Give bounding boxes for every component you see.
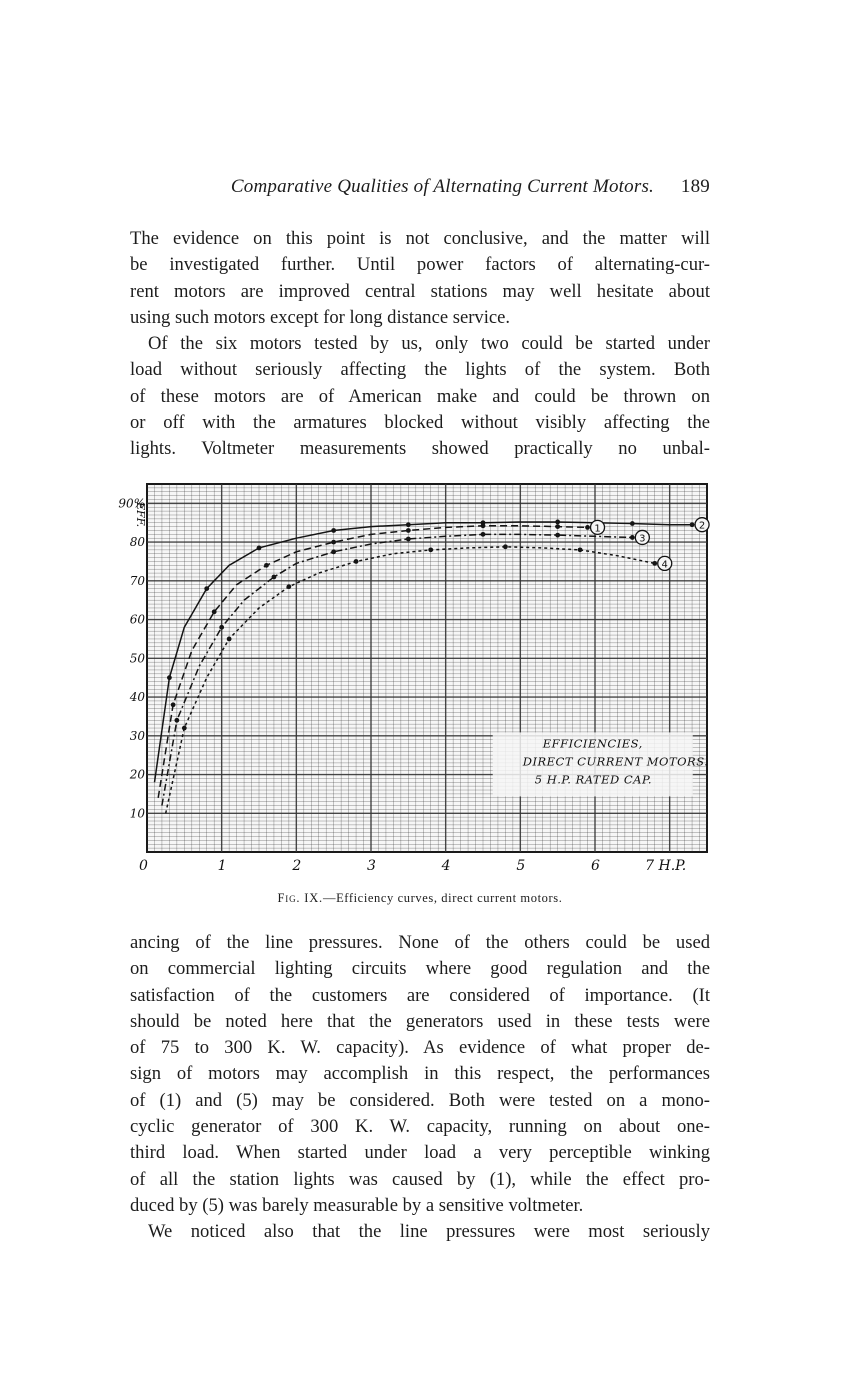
- efficiency-chart: [118, 478, 715, 878]
- text-line: of (1) and (5) may be considered. Both were tested on a mono-: [130, 1089, 710, 1111]
- text-line: The evidence on this point is not conclusive, and the matter will: [130, 228, 710, 249]
- text-line: should be noted here that the generators used in these tests were: [130, 1010, 710, 1032]
- y-tick-label: 20: [129, 767, 145, 782]
- text-line: using such motors except for long distance service.: [130, 306, 511, 328]
- data-point: [555, 524, 560, 529]
- paragraph-top: [130, 226, 710, 463]
- data-point: [555, 520, 560, 525]
- y-tick-label: 90%: [118, 496, 145, 511]
- data-point: [219, 625, 224, 630]
- data-point: [481, 532, 486, 537]
- data-point: [406, 522, 411, 527]
- data-point: [503, 544, 508, 549]
- x-tick-label: 4: [441, 858, 451, 874]
- data-point: [182, 726, 187, 731]
- text-line: rent motors are improved central stations may well hesitate about: [130, 280, 710, 302]
- efficiency-chart-figure: [118, 478, 715, 878]
- text-line: third load. When started under load a very perceptible winking: [130, 1142, 710, 1164]
- x-tick-label: 6: [591, 858, 600, 874]
- x-tick-label: 5: [516, 858, 526, 874]
- chart-title-line: EFFICIENCIES,: [542, 736, 643, 751]
- figure-caption: [130, 891, 710, 906]
- y-tick-label: 30: [129, 728, 145, 743]
- data-point: [406, 528, 411, 533]
- series-label: 4: [661, 559, 668, 571]
- data-point: [174, 718, 179, 723]
- x-tick-label: 0: [139, 858, 148, 874]
- text-line: on commercial lighting circuits where good regulation and the: [130, 958, 710, 980]
- data-point: [167, 675, 172, 680]
- data-point: [212, 609, 217, 614]
- chart-title-line: 5 H.P. RATED CAP.: [534, 772, 653, 787]
- data-point: [171, 702, 176, 707]
- text-line: We noticed also that the line pressures were most seriously: [148, 1221, 710, 1243]
- y-tick-label: 70: [129, 573, 145, 588]
- y-tick-label: 80: [129, 535, 145, 550]
- y-tick-label: 50: [129, 651, 145, 666]
- data-point: [264, 563, 269, 568]
- data-point: [354, 559, 359, 564]
- data-point: [331, 528, 336, 533]
- data-point: [555, 533, 560, 538]
- y-axis-label: EFF.: [134, 502, 147, 528]
- paragraph-bottom: [130, 930, 710, 1246]
- text-line: ancing of the line pressures. None of the others could be used: [130, 932, 710, 953]
- data-point: [652, 561, 657, 566]
- data-point: [690, 522, 695, 527]
- data-point: [481, 523, 486, 528]
- chart-title-line: DIRECT CURRENT MOTORS.: [522, 754, 709, 769]
- text-line: of 75 to 300 K. W. capacity). As evidence of what proper de-: [130, 1037, 710, 1059]
- y-tick-label: 40: [129, 690, 145, 705]
- plot-area: [147, 484, 707, 852]
- text-line: duced by (5) was barely measurable by a sensitive voltmeter.: [130, 1194, 584, 1216]
- data-point: [630, 535, 635, 540]
- text-line: be investigated further. Until power factors of alternating-cur-: [130, 254, 710, 276]
- data-point: [578, 547, 583, 552]
- text-line: of all the station lights was caused by (1), while the effect pro-: [130, 1168, 710, 1190]
- y-tick-label: 60: [129, 612, 145, 627]
- text-line: of these motors are of American make and could be thrown on: [130, 385, 710, 407]
- data-point: [331, 549, 336, 554]
- text-line: sign of motors may accomplish in this respect, the performances: [130, 1063, 710, 1085]
- data-point: [204, 586, 209, 591]
- x-tick-label: 1: [217, 858, 227, 874]
- text-line: load without seriously affecting the lights of the system. Both: [130, 359, 710, 381]
- data-point: [227, 637, 232, 642]
- series-label: 2: [698, 520, 706, 532]
- data-point: [585, 525, 590, 530]
- running-head-title: Comparative Qualities of Alternating Current Motors.: [230, 176, 654, 197]
- text-line: cyclic generator of 300 K. W. capacity, running on about one-: [130, 1116, 710, 1138]
- data-point: [406, 537, 411, 542]
- text-line: lights. Voltmeter measurements showed practically no unbal-: [130, 438, 710, 460]
- data-point: [272, 575, 277, 580]
- data-point: [428, 547, 433, 552]
- x-tick-label: 3: [367, 858, 376, 874]
- figure-caption-text: —Efficiency curves, direct current motors.: [322, 891, 563, 905]
- figure-label: Fig. IX.: [277, 891, 323, 905]
- running-head: [130, 176, 712, 202]
- series-label: 3: [639, 533, 646, 545]
- data-point: [257, 546, 262, 551]
- x-tick-label: 7 H.P.: [645, 858, 687, 874]
- series-label: 1: [594, 523, 601, 535]
- data-point: [331, 540, 336, 545]
- text-line: satisfaction of the customers are considered of importance. (It: [130, 984, 710, 1006]
- data-point: [286, 584, 291, 589]
- data-point: [630, 521, 635, 526]
- x-tick-label: 2: [292, 858, 302, 874]
- page-number: 189: [680, 176, 710, 197]
- text-line: Of the six motors tested by us, only two could be started under: [148, 333, 710, 355]
- y-tick-label: 10: [129, 806, 145, 821]
- text-line: or off with the armatures blocked without visibly affecting the: [130, 412, 710, 434]
